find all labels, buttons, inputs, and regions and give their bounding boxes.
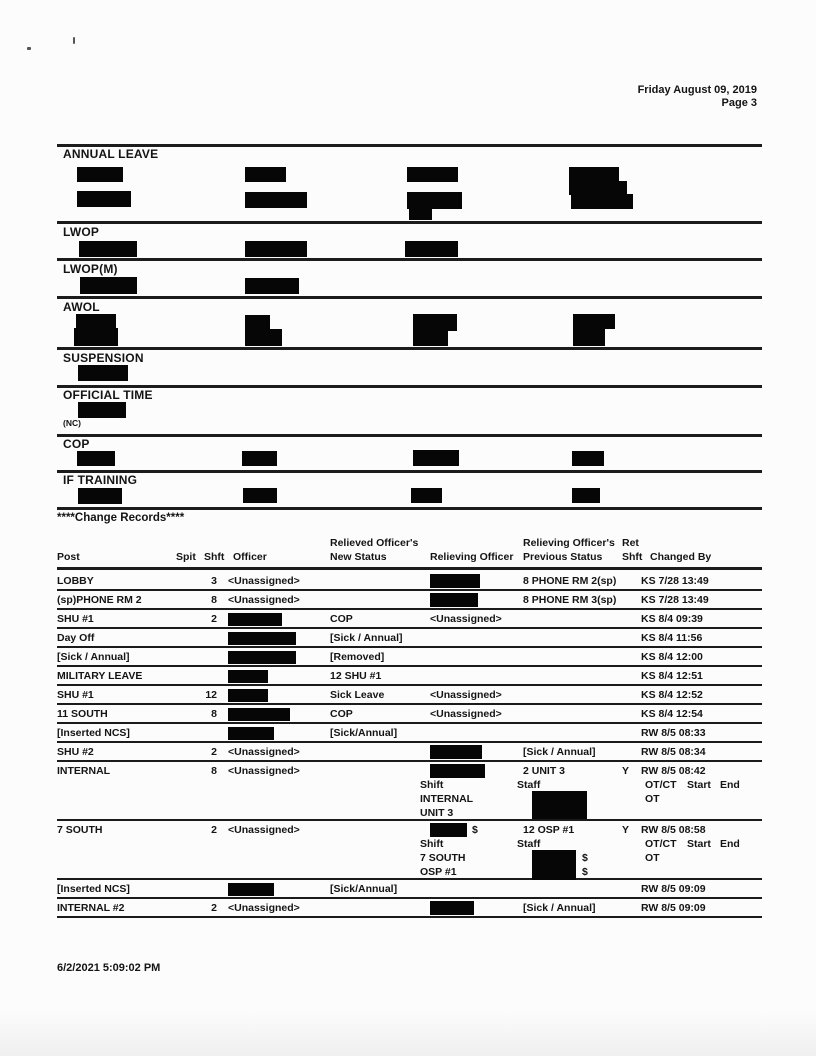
- cell-new-status: [Removed]: [330, 651, 385, 663]
- detail-start-label: Start: [687, 779, 711, 791]
- table-row: [57, 629, 762, 648]
- redacted-name: [77, 191, 131, 207]
- cell-shft: 8: [211, 594, 217, 606]
- redacted-name: [243, 488, 277, 503]
- redacted-name: [407, 192, 462, 209]
- cell-changed-by: KS 8/4 09:39: [641, 613, 703, 625]
- table-row: [57, 762, 762, 821]
- cell-changed-by: RW 8/5 08:34: [641, 746, 706, 758]
- redacted-name: [409, 208, 432, 220]
- cell-shft: 2: [211, 613, 217, 625]
- col-relieving-officer: Relieving Officer: [430, 551, 514, 563]
- section-label-awol: AWOL: [63, 300, 100, 314]
- cell-changed-by: KS 7/28 13:49: [641, 594, 709, 606]
- cell-post: LOBBY: [57, 575, 94, 587]
- table-row: [57, 648, 762, 667]
- cell-changed-by: RW 8/5 08:33: [641, 727, 706, 739]
- section-label-suspension: SUSPENSION: [63, 351, 144, 365]
- cell-previous-status: [Sick / Annual]: [523, 902, 596, 914]
- cell-post: 11 SOUTH: [57, 708, 108, 720]
- cell-previous-status: 2 UNIT 3: [523, 765, 566, 777]
- cell-previous-status: 8 PHONE RM 3(sp): [523, 594, 617, 606]
- cell-changed-by: KS 8/4 11:56: [641, 632, 703, 644]
- section-rule-suspension: [57, 347, 762, 350]
- cell-post: INTERNAL #2: [57, 902, 125, 914]
- table-row: [57, 705, 762, 724]
- cell-new-status: [Sick/Annual]: [330, 883, 398, 895]
- scan-speck: [27, 47, 31, 50]
- table-row: [57, 724, 762, 743]
- section-label-annual-leave: ANNUAL LEAVE: [63, 147, 159, 161]
- scan-speck: [73, 37, 75, 44]
- redacted-name: [245, 329, 282, 346]
- cell-officer: <Unassigned>: [228, 575, 300, 587]
- scan-shadow-band: [0, 1010, 816, 1056]
- cell-changed-by: KS 8/4 12:52: [641, 689, 703, 701]
- cell-changed-by: RW 8/5 08:58: [641, 824, 706, 836]
- cell-previous-status: 8 PHONE RM 2(sp): [523, 575, 617, 587]
- detail-end-label: End: [720, 838, 740, 850]
- redacted-name: [571, 194, 633, 209]
- redacted-officer: [228, 727, 274, 740]
- cell-previous-status: 12 OSP #1: [523, 824, 575, 836]
- cell-relieving-officer: <Unassigned>: [430, 708, 502, 720]
- cell-shft: 8: [211, 765, 217, 777]
- redacted-name: [411, 488, 442, 503]
- redacted-relieving-officer: [430, 593, 478, 607]
- redacted-name: [78, 402, 126, 418]
- cell-officer: <Unassigned>: [228, 902, 300, 914]
- col-changed-by: Changed By: [650, 551, 712, 563]
- cell-officer: <Unassigned>: [228, 765, 300, 777]
- cell-post: (sp)PHONE RM 2: [57, 594, 142, 606]
- redacted-name: [413, 314, 457, 331]
- redacted-name: [77, 451, 115, 466]
- cell-shft: 3: [211, 575, 217, 587]
- col-ret: Ret: [622, 537, 639, 549]
- redacted-name: [79, 241, 137, 257]
- cell-changed-by: KS 8/4 12:00: [641, 651, 703, 663]
- cell-changed-by: RW 8/5 09:09: [641, 883, 706, 895]
- section-rule-official-time: [57, 385, 762, 388]
- redacted-staff-name: [532, 791, 587, 819]
- cell-officer: <Unassigned>: [228, 594, 300, 606]
- section-label-official-time: OFFICIAL TIME: [63, 388, 153, 402]
- redacted-name: [245, 241, 307, 257]
- cell-relieving-officer: <Unassigned>: [430, 689, 502, 701]
- section-label-cop: COP: [63, 437, 90, 451]
- redacted-relieving-officer: [430, 764, 485, 778]
- sections-end-rule: [57, 507, 762, 510]
- redacted-relieving-officer: [430, 823, 467, 837]
- redacted-officer: [228, 613, 282, 626]
- redacted-name: [573, 328, 605, 346]
- cell-ret-shft: Y: [622, 765, 630, 777]
- detail-staff-label: Staff: [517, 779, 541, 791]
- cell-ret-shft: Y: [622, 824, 630, 836]
- cell-post: INTERNAL: [57, 765, 111, 777]
- detail-shift-label: Shift: [420, 838, 444, 850]
- redacted-name: [413, 450, 459, 466]
- redacted-name: [76, 314, 116, 329]
- cell-new-status: COP: [330, 708, 353, 720]
- section-rule-lwop-m-: [57, 258, 762, 261]
- cell-changed-by: RW 8/5 08:42: [641, 765, 706, 777]
- section-label-lwop-m-: LWOP(M): [63, 262, 118, 276]
- col-shft2: Shft: [622, 551, 643, 563]
- cell-new-status: [Sick / Annual]: [330, 632, 403, 644]
- cell-changed-by: RW 8/5 09:09: [641, 902, 706, 914]
- redacted-officer: [228, 708, 290, 721]
- page-header: [638, 84, 757, 110]
- section-rule-cop: [57, 434, 762, 437]
- redacted-name: [407, 167, 458, 182]
- redacted-staff-name: [532, 850, 576, 880]
- section-label-lwop: LWOP: [63, 225, 100, 239]
- table-row: [57, 880, 762, 899]
- cell-shft: 12: [205, 689, 217, 701]
- cell-changed-by: KS 7/28 13:49: [641, 575, 709, 587]
- cell-shft: 2: [211, 824, 217, 836]
- section-sublabel-official-time: (NC): [63, 418, 81, 428]
- redacted-name: [573, 314, 615, 329]
- cell-changed-by: KS 8/4 12:51: [641, 670, 703, 682]
- redacted-name: [569, 167, 619, 182]
- cell-post: Day Off: [57, 632, 95, 644]
- col-spit: Spit: [176, 551, 196, 563]
- col-officer: Officer: [233, 551, 267, 563]
- cell-post: SHU #2: [57, 746, 94, 758]
- redacted-name: [78, 488, 122, 504]
- cell-shft: 2: [211, 902, 217, 914]
- cell-new-status: 12 SHU #1: [330, 670, 382, 682]
- header-rule: [57, 567, 762, 570]
- detail-ot-label: OT: [645, 852, 660, 864]
- detail-dollar-flag: $: [582, 866, 588, 878]
- table-row: [57, 610, 762, 629]
- redacted-officer: [228, 632, 296, 645]
- redacted-name: [78, 365, 128, 381]
- change-records-table: [57, 572, 762, 918]
- detail-ot-label: OT: [645, 793, 660, 805]
- cell-post: 7 SOUTH: [57, 824, 103, 836]
- col-relieving-line1: Relieving Officer's: [523, 537, 615, 549]
- cell-new-status: COP: [330, 613, 353, 625]
- redacted-name: [572, 451, 604, 466]
- cell-post: [Inserted NCS]: [57, 727, 130, 739]
- detail-shift-line: OSP #1: [420, 866, 457, 878]
- col-shft: Shft: [204, 551, 225, 563]
- cell-post: [Sick / Annual]: [57, 651, 130, 663]
- header-page-number: Page 3: [721, 97, 757, 109]
- col-post: Post: [57, 551, 80, 563]
- table-row: [57, 572, 762, 591]
- section-rule-if-training: [57, 470, 762, 473]
- redacted-name: [413, 330, 448, 346]
- redacted-officer: [228, 670, 268, 683]
- redacted-name: [572, 488, 600, 503]
- detail-otct-label: OT/CT: [645, 779, 677, 791]
- change-records-title: ****Change Records****: [57, 512, 185, 524]
- redacted-name: [77, 167, 123, 182]
- table-row: [57, 667, 762, 686]
- cell-relieving-suffix: $: [472, 824, 478, 836]
- header-date: Friday August 09, 2019: [637, 84, 757, 96]
- table-row: [57, 591, 762, 610]
- redacted-name: [245, 192, 307, 208]
- redacted-name: [80, 277, 137, 294]
- cell-post: SHU #1: [57, 613, 94, 625]
- cell-shft: 8: [211, 708, 217, 720]
- detail-end-label: End: [720, 779, 740, 791]
- detail-shift-line: UNIT 3: [420, 807, 454, 819]
- detail-shift-line: 7 SOUTH: [420, 852, 466, 864]
- redacted-relieving-officer: [430, 901, 474, 915]
- redacted-relieving-officer: [430, 574, 480, 588]
- cell-changed-by: KS 8/4 12:54: [641, 708, 703, 720]
- detail-otct-label: OT/CT: [645, 838, 677, 850]
- col-new-status: New Status: [330, 551, 387, 563]
- detail-shift-label: Shift: [420, 779, 444, 791]
- cell-relieving-officer: <Unassigned>: [430, 613, 502, 625]
- section-rule-annual-leave: [57, 144, 762, 147]
- section-label-if-training: IF TRAINING: [63, 473, 138, 487]
- cell-officer: <Unassigned>: [228, 824, 300, 836]
- col-previous-status: Previous Status: [523, 551, 603, 563]
- redacted-name: [245, 167, 286, 182]
- cell-shft: 2: [211, 746, 217, 758]
- cell-post: [Inserted NCS]: [57, 883, 130, 895]
- redacted-relieving-officer: [430, 745, 482, 759]
- redacted-name: [245, 278, 299, 294]
- section-rule-lwop: [57, 221, 762, 224]
- redacted-officer: [228, 651, 296, 664]
- table-row: [57, 686, 762, 705]
- detail-staff-label: Staff: [517, 838, 541, 850]
- table-row: [57, 899, 762, 918]
- table-row: [57, 743, 762, 762]
- redacted-officer: [228, 883, 274, 896]
- detail-start-label: Start: [687, 838, 711, 850]
- detail-dollar-flag: $: [582, 852, 588, 864]
- redacted-name: [405, 241, 458, 257]
- cell-post: SHU #1: [57, 689, 94, 701]
- cell-new-status: Sick Leave: [330, 689, 385, 701]
- section-rule-awol: [57, 296, 762, 299]
- detail-shift-line: INTERNAL: [420, 793, 474, 805]
- footer-timestamp: 6/2/2021 5:09:02 PM: [57, 962, 161, 974]
- cell-previous-status: [Sick / Annual]: [523, 746, 596, 758]
- cell-officer: <Unassigned>: [228, 746, 300, 758]
- redacted-name: [242, 451, 277, 466]
- redacted-officer: [228, 689, 268, 702]
- redacted-name: [245, 315, 270, 330]
- col-relieved-line1: Relieved Officer's: [330, 537, 419, 549]
- table-row: [57, 821, 762, 880]
- redacted-name: [74, 328, 118, 346]
- redacted-name: [569, 181, 627, 195]
- cell-new-status: [Sick/Annual]: [330, 727, 398, 739]
- cell-post: MILITARY LEAVE: [57, 670, 143, 682]
